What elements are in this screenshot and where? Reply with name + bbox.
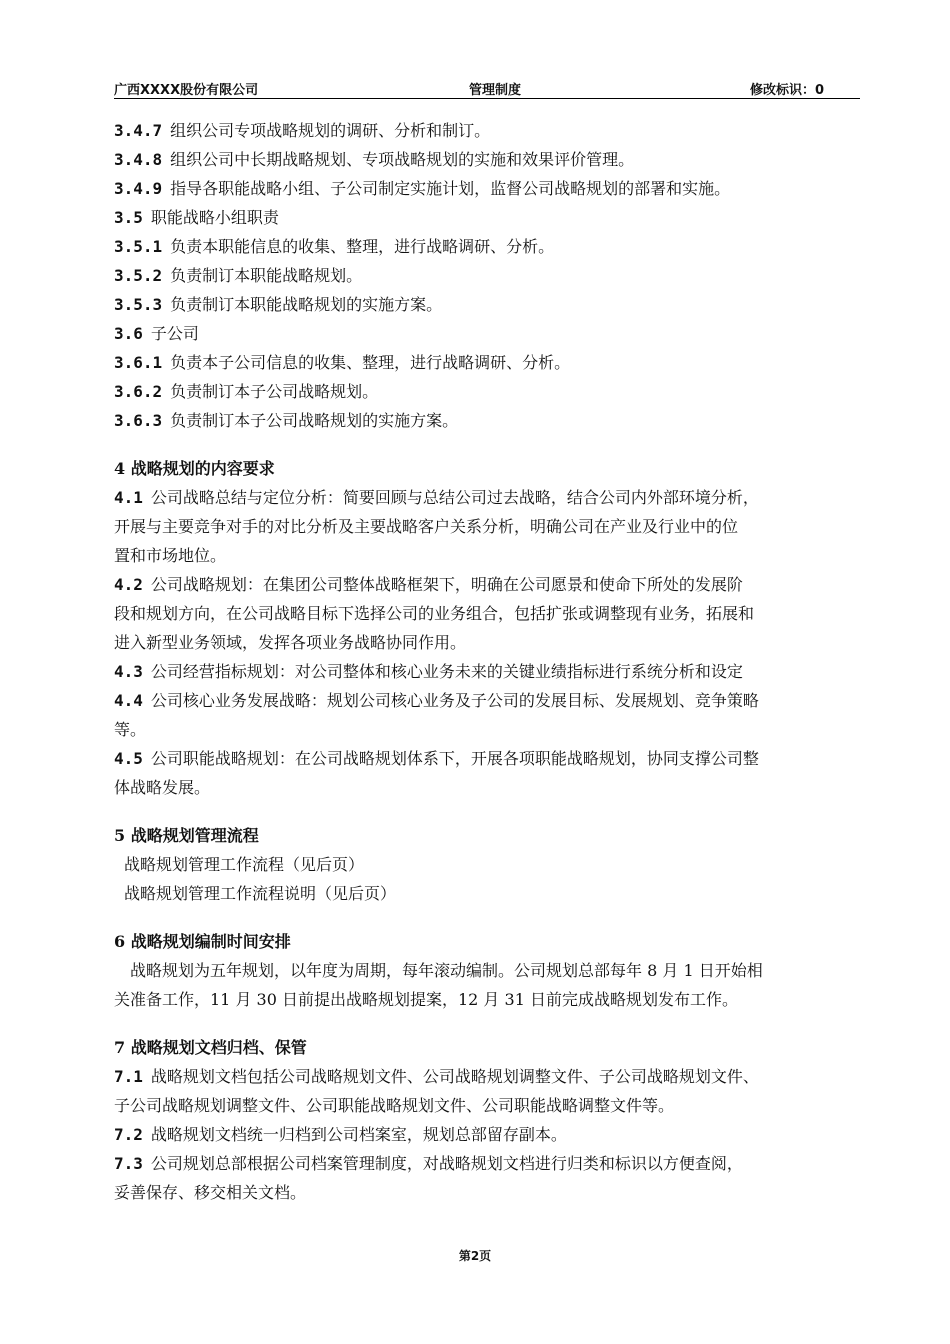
clause-4-2-cont: 段和规划方向，在公司战略目标下选择公司的业务组合，包括扩张或调整现有业务，拓展和 [114,604,755,623]
section-6-line: 关准备工作，11 月 30 日前提出战略规划提案，12 月 31 日前完成战略规划发布工作。 [114,990,738,1009]
clause-text: 公司战略总结与定位分析：简要回顾与总结公司过去战略，结合公司内外部环境分析， [150,488,759,507]
section-5-line: 战略规划管理工作流程（见后页） [124,855,365,874]
clause-number: 4.3 [114,662,143,681]
clause-number: 3.4.9 [114,179,163,198]
clause-number: 4.2 [114,575,143,594]
clause-text: 负责制订本子公司战略规划。 [170,382,379,401]
clause-3-5-3 [114,290,860,319]
clause-4-2 [114,570,860,599]
clause-number: 3.6.1 [114,353,163,372]
clause-number: 3.5.3 [114,295,163,314]
clause-text: 组织公司专项战略规划的调研、分析和制订。 [170,121,491,140]
clause-text: 负责制订本职能战略规划。 [170,266,363,285]
section-5-line: 战略规划管理工作流程说明（见后页） [124,884,397,903]
clause-text: 公司核心业务发展战略：规划公司核心业务及子公司的发展目标、发展规划、竞争策略 [150,691,759,710]
clause-text: 负责制订本子公司战略规划的实施方案。 [170,411,459,430]
section-4-title: 4 战略规划的内容要求 [114,459,275,478]
clause-3-6-2 [114,377,860,406]
clause-7-2 [114,1120,860,1149]
clause-number: 7.1 [114,1067,143,1086]
clause-text: 子公司 [150,324,199,343]
clause-7-3 [114,1149,860,1178]
clause-text: 职能战略小组职责 [150,208,279,227]
page-header [114,78,860,99]
clause-4-3 [114,657,860,686]
page-number: 第2页 [458,1249,492,1263]
clause-number: 7.2 [114,1125,143,1144]
clause-3-4-8 [114,145,860,174]
clause-number: 3.5 [114,208,143,227]
clause-text: 指导各职能战略小组、子公司制定实施计划，监督公司战略规划的部署和实施。 [170,179,731,198]
clause-text: 组织公司中长期战略规划、专项战略规划的实施和效果评价管理。 [170,150,635,169]
clause-4-1-cont: 开展与主要竞争对手的对比分析及主要战略客户关系分析，明确公司在产业及行业中的位 [114,517,739,536]
clause-number: 3.5.2 [114,266,163,285]
clause-number: 3.4.8 [114,150,163,169]
clause-7-1 [114,1062,860,1091]
clause-text: 战略规划文档统一归档到公司档案室，规划总部留存副本。 [150,1125,567,1144]
clause-number: 3.5.1 [114,237,163,256]
section-7-title: 7 战略规划文档归档、保管 [114,1038,307,1057]
clause-number: 4.1 [114,488,143,507]
clause-text: 公司职能战略规划：在公司战略规划体系下，开展各项职能战略规划，协同支撑公司整 [150,749,759,768]
clause-4-4 [114,686,860,715]
clause-number: 3.6.3 [114,411,163,430]
clause-text: 公司经营指标规划：对公司整体和核心业务未来的关键业绩指标进行系统分析和设定 [150,662,743,681]
clause-4-1 [114,483,860,512]
document-body [114,116,860,1207]
clause-7-1-cont: 子公司战略规划调整文件、公司职能战略规划文件、公司职能战略调整文件等。 [114,1096,675,1115]
clause-4-4-cont: 等。 [114,720,147,739]
header-doc-type: 管理制度 [469,83,522,98]
clause-number: 3.6.2 [114,382,163,401]
clause-number: 3.6 [114,324,143,343]
clause-7-3-cont: 妥善保存、移交相关文档。 [114,1183,307,1202]
clause-3-4-9 [114,174,860,203]
clause-3-5-2 [114,261,860,290]
clause-text: 公司战略规划：在集团公司整体战略框架下，明确在公司愿景和使命下所处的发展阶 [150,575,743,594]
header-revision: 修改标识：0 [749,83,824,98]
clause-3-6-1 [114,348,860,377]
clause-3-4-7 [114,116,860,145]
clause-text: 负责制订本职能战略规划的实施方案。 [170,295,443,314]
clause-number: 4.5 [114,749,143,768]
clause-text: 负责本职能信息的收集、整理，进行战略调研、分析。 [170,237,555,256]
clause-number: 3.4.7 [114,121,163,140]
clause-text: 战略规划文档包括公司战略规划文件、公司战略规划调整文件、子公司战略规划文件、 [150,1067,759,1086]
section-6-title: 6 战略规划编制时间安排 [114,932,291,951]
clause-4-5-cont: 体战略发展。 [114,778,211,797]
clause-text: 负责本子公司信息的收集、整理，进行战略调研、分析。 [170,353,571,372]
clause-3-5 [114,203,860,232]
clause-number: 7.3 [114,1154,143,1173]
clause-3-6-3 [114,406,860,435]
clause-4-1-cont: 置和市场地位。 [114,546,227,565]
clause-3-5-1 [114,232,860,261]
clause-3-6 [114,319,860,348]
clause-text: 公司规划总部根据公司档案管理制度，对战略规划文档进行归类和标识以方便查阅， [150,1154,743,1173]
section-6-line: 战略规划为五年规划，以年度为周期，每年滚动编制。公司规划总部每年 8 月 1 日开始相 [130,961,763,980]
header-company: 广西XXXX股份有限公司 [114,83,259,98]
clause-4-2-cont: 进入新型业务领域，发挥各项业务战略协同作用。 [114,633,467,652]
clause-number: 4.4 [114,691,143,710]
section-5-title: 5 战略规划管理流程 [114,826,259,845]
clause-4-5 [114,744,860,773]
